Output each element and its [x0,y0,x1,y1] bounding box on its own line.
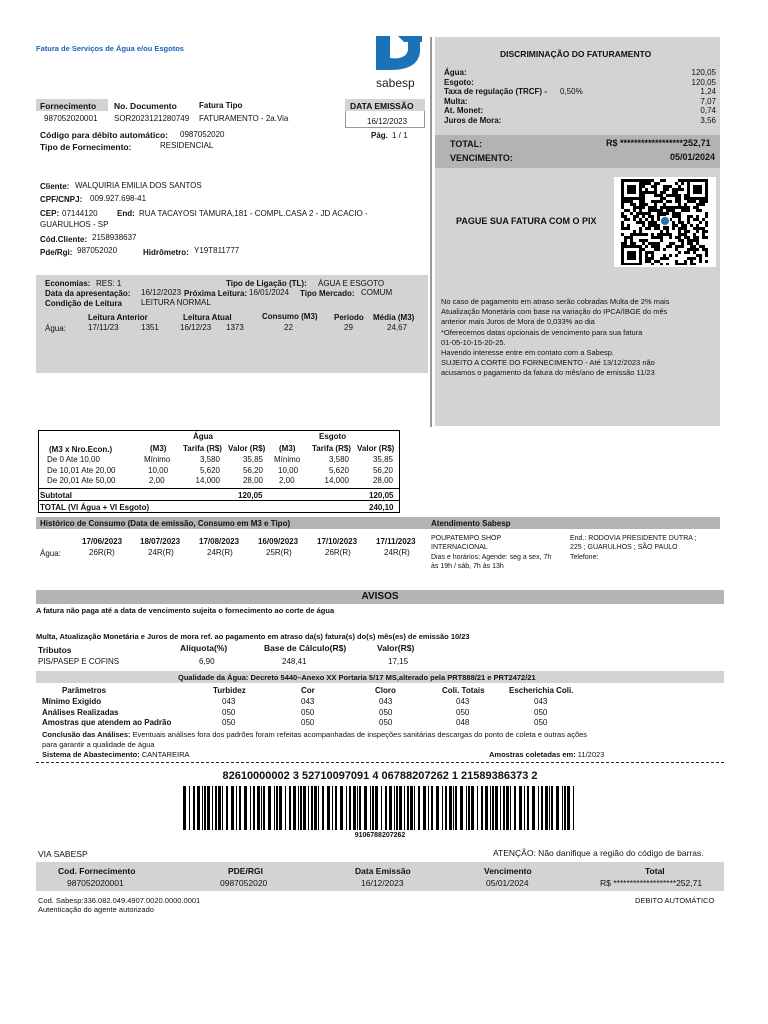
leitura-anterior-valor: 1351 [141,323,159,332]
conclusao [42,730,587,750]
hist-date: 17/10/2023 [317,537,358,546]
cell-valor-agua: 56,20 [242,465,263,475]
faixa-header: (M3 x Nro.Econ.) [49,445,113,454]
item-label: Taxa de regulação (TRCF) - [444,87,547,96]
cell-m3-agua: 10,00 [148,465,169,475]
param-header: Cloro [375,686,396,695]
cell-valor-esgoto: 56,20 [372,465,393,475]
footer-total-value: R$ *******************252,71 [600,878,703,888]
leitura-anterior-header: Leitura Anterior [88,313,148,322]
qualidade-cell: 050 [379,718,393,727]
notice-line: Atualização Monetária com base na variação do IPCA/IBGE do mês [441,307,668,317]
cell-valor-agua: 35,85 [242,455,263,464]
atendimento-info [431,534,551,572]
pix-label: PAGUE SUA FATURA COM O PIX [456,216,597,226]
fornecimento-value: 987052020001 [44,114,98,123]
tipo-ligacao-value: ÁGUA E ESGOTO [318,279,385,288]
param-header: Cor [301,686,315,695]
leitura-atual-data: 16/12/23 [180,323,212,332]
cell-faixa: De 20,01 Ate 50,00 [47,476,116,485]
cell-tarifa-esgoto: 3,580 [328,455,349,464]
barcode-number: 9106788207262 [354,832,406,839]
atendimento-endereco [570,534,696,562]
item-label: At. Monet: [444,106,484,115]
cod-cliente-label: Cód.Cliente: [40,235,88,244]
atendimento-line: às 19h / sáb, 7h às 13h [431,563,504,571]
data-emissao-box [345,111,425,128]
atendimento-line: INTERNACIONAL [431,544,488,552]
endereco-line1: RUA TACAYOSI TAMURA,181 - COMPL.CASA 2 - JD ACACIO - [139,209,368,218]
cell-faixa: De 0 Ate 10,00 [47,455,100,464]
item-pct: 0,50% [560,87,583,96]
notice-line: Havendo interesse entre em contato com a Sabesp. [441,348,615,358]
hist-date: 18/07/2023 [140,537,181,546]
pde-label: Pde/Rgi: [40,248,73,257]
cell-tarifa-agua: 5,620 [199,465,220,475]
tipo-fornecimento-value: RESIDENCIAL [160,141,214,150]
condicao-leitura-value: LEITURA NORMAL [141,298,211,307]
tributos-header: Tributos [38,645,72,655]
footer-pde-header: PDE/RGI [228,866,263,876]
atendimento-line: Dias e horários: Agende: seg a sex, 7h [431,553,552,561]
conclusao-text: Eventuais análises fora dos padrões foram refeitas acompanhadas de inspeções sanitárias descargas do ponto de coleta e outras ações [132,730,588,739]
qualidade-row-label: Mínimo Exigido [42,697,102,706]
hidrometro-value: Y19T811777 [194,246,240,255]
sistema-value: CANTAREIRA [141,750,190,759]
notice-line: 01-05-10-15-20-25. [441,337,506,347]
sistema-label: Sistema de Abastecimento: [42,750,140,759]
proxima-leitura-value: 16/01/2024 [249,288,290,297]
tipo-ligacao-label: Tipo de Ligação (TL): [226,279,307,288]
data-apresentacao-value: 16/12/2023 [141,288,182,297]
esgoto-header: Esgoto [319,432,347,441]
right-column-divider [430,37,432,427]
m3-header: (M3) [150,444,167,453]
footer-cod-value: 987052020001 [67,878,124,888]
leitura-atual-valor: 1373 [226,323,244,332]
tagline: Fatura de Serviços de Água e/ou Esgotos [36,44,184,53]
item-value: 0,74 [700,106,716,115]
item-label: Juros de Mora: [444,115,502,125]
data-emissao-label: DATA EMISSÃO [350,101,414,111]
cod-sabesp: Cod. Sabesp:336.082.049.4907.0020.0000.0001 [38,896,201,905]
notice-line: anterior mais Juros de Mora de 0,033% ao dia [441,317,595,327]
cell-m3-esgoto: 10,00 [278,465,299,475]
periodo-value: 29 [344,323,353,332]
fatura-tipo-value: FATURAMENTO - 2a.Via [199,114,289,123]
data-apresentacao-label: Data da apresentação: [45,289,131,298]
qualidade-cell: 043 [301,697,315,706]
aviso-multa: Multa, Atualização Monetária e Juros de mora ref. ao pagamento em atraso da(s) fatura(s) do(s) mês(es) de emissão 10/23 [36,632,470,641]
fatura-tipo-label: Fatura Tipo [199,101,243,110]
qualidade-cell: 043 [456,697,470,706]
debito-label: Código para débito automático: [40,130,168,140]
item-label: Esgoto: [444,77,474,87]
qualidade-cell: 043 [222,697,236,706]
cell-m3-agua: Mínimo [144,455,171,464]
tarifa-row [41,466,397,477]
item-value: 7,07 [700,96,716,106]
qualidade-row [42,708,602,719]
leitura-agua-label: Água: [45,324,66,333]
qualidade-cell: 043 [379,697,393,706]
aviso-corte: A fatura não paga até a data de vencimento sujeita o fornecimento ao corte de água [36,606,335,615]
barcode-icon[interactable] [183,786,577,830]
documento-label: No. Documento [114,101,177,111]
sistema-abastecimento [42,750,190,759]
qualidade-row [42,697,602,708]
total-tarifa-label: TOTAL (VI Água + VI Esgoto) [40,503,150,512]
qualidade-cell: 048 [456,718,470,727]
notice-line: No caso de pagamento em atraso serão cobradas Multa de 2% mais [441,297,670,306]
qualidade-row-label: Amostras que atendem ao Padrão [42,718,172,727]
qualidade-row-label: Análises Realizadas [42,707,119,717]
qualidade-row [42,718,602,729]
cpf-label: CPF/CNPJ: [40,195,83,204]
linha-digitavel: 82610000002 3 52710097091 4 06788207262 1 21589386373 2 [222,770,538,782]
media-value: 24,67 [387,323,408,332]
tarifa-row [41,476,397,487]
tarifa-divider [38,488,400,489]
endereco-line2: GUARULHOS - SP [40,220,109,229]
economias-label: Economias: [45,279,91,288]
autenticacao: Autenticação do agente autorizado [38,905,154,914]
qualidade-rows [42,697,602,729]
discriminacao-items [444,68,716,125]
tarifa-rows [41,455,397,487]
hidrometro-label: Hidrômetro: [143,248,189,257]
discriminacao-title: DISCRIMINAÇÃO DO FATURAMENTO [500,49,652,59]
leitura-atual-header: Leitura Atual [183,313,232,322]
param-header: Turbidez [213,686,246,695]
tipo-mercado-value: COMUM [361,288,393,297]
tributo-base: 248,41 [282,657,307,666]
hist-value: 24R(R) [148,548,174,557]
hist-value: 26R(R) [89,548,115,557]
conclusao-label: Conclusão das Análises: [42,730,131,739]
qualidade-cell: 050 [534,707,548,717]
pagina-value: 1 / 1 [392,131,408,140]
qualidade-cell: 050 [456,707,470,717]
notice-line: SUJEITO A CORTE DO FORNECIMENTO - Até 13/12/2023 não [441,358,655,368]
hist-value: 24R(R) [207,548,233,557]
item-label: Água: [444,68,467,77]
aliquota-header: Alíquota(%) [180,643,228,653]
notice-text [441,297,717,379]
subtotal-agua: 120,05 [238,491,263,500]
cell-valor-esgoto: 28,00 [372,476,393,485]
cod-cliente-value: 2158938637 [92,233,137,242]
cell-tarifa-agua: 3,580 [199,455,220,464]
conclusao-text2: para garantir a qualidade de água [42,740,155,749]
base-calculo-header: Base de Cálculo(R$) [264,643,347,653]
proxima-leitura-label: Próxima Leitura: [184,289,248,298]
consumo-value: 22 [284,323,293,332]
tarifa-header: Tarifa (R$) [312,444,351,453]
item-value: 120,05 [691,68,716,77]
endereco-label: End: [117,209,135,218]
qualidade-cell: 050 [534,718,548,727]
amostras-label: Amostras coletadas em: [489,750,576,759]
footer-data-header: Data Emissão [355,866,411,876]
param-header: Coli. Totais [442,686,485,695]
valor-header: Valor (R$) [357,444,395,453]
cliente-value: WALQUIRIA EMILIA DOS SANTOS [75,181,202,190]
hist-date: 16/09/2023 [258,537,299,546]
avisos-title: AVISOS [361,591,399,602]
cell-tarifa-agua: 14,000 [195,476,220,485]
cep-label: CEP: [40,209,60,218]
valor-tributo-header: Valor(R$) [377,643,415,653]
qualidade-cell: 050 [301,718,315,727]
cell-faixa: De 10,01 Ate 20,00 [47,465,116,475]
qualidade-title: Qualidade da Água: Decreto 5440–Anexo XX Portaria 5/17 MS,alterado pela PRT888/21 e PRT2472/21 [178,673,536,682]
qualidade-cell: 050 [379,707,393,717]
footer-venc-header: Vencimento [484,866,532,876]
hist-value: 24R(R) [384,548,410,557]
cell-tarifa-esgoto: 5,620 [328,465,349,475]
documento-value: SOR2023121280749 [114,114,190,123]
tributo-aliquota: 6,90 [199,657,215,666]
fornecimento-label: Fornecimento [40,101,97,111]
atendimento-title: Atendimento Sabesp [431,519,511,528]
param-header: Escherichia Coli. [509,686,574,695]
economias-value: RES: 1 [96,279,122,288]
subtotal-esgoto: 120,05 [369,491,394,500]
amostras-value: 11/2023 [577,750,605,759]
footer-total-header: Total [645,866,665,876]
valor-header: Valor (R$) [228,444,266,453]
leitura-anterior-data: 17/11/23 [88,323,119,332]
qualidade-cell: 043 [534,697,548,706]
cell-m3-esgoto: Mínimo [274,455,301,464]
qualidade-cell: 050 [222,707,236,717]
tipo-mercado-label: Tipo Mercado: [300,289,355,298]
hist-date: 17/11/2023 [376,537,416,546]
notice-line: *Oferecemos datas opcionais de vencimento para sua fatura [441,327,643,337]
cut-line [36,762,724,763]
condicao-leitura-label: Condição de Leitura [45,299,122,308]
debito-automatico: DEBITO AUTOMÁTICO [635,896,715,905]
notice-line: acusamos o pagamento da fatura do mês/ano de emissão 11/23 [441,368,655,378]
total-value: R$ ******************252,71 [606,138,711,148]
item-label: Multa: [444,96,468,106]
vencimento-label: VENCIMENTO: [450,153,513,163]
cpf-value: 009.927.698-41 [90,194,147,203]
sabesp-wordmark: sabesp [376,76,415,90]
cliente-label: Cliente: [40,182,70,191]
item-value: 120,05 [691,77,716,87]
pix-qrcode-icon[interactable] [614,177,716,267]
cell-tarifa-esgoto: 14,000 [324,476,349,485]
pagina-label: Pág. [371,131,388,140]
pde-value: 987052020 [77,246,118,255]
tarifa-divider [38,500,400,501]
cell-valor-esgoto: 35,85 [372,455,393,464]
hist-value: 26R(R) [325,548,351,557]
tarifa-header: Tarifa (R$) [183,444,222,453]
data-emissao-value: 16/12/2023 [367,117,408,126]
footer-pde-value: 0987052020 [220,878,268,888]
footer-venc-value: 05/01/2024 [486,878,529,888]
cell-valor-agua: 28,00 [242,476,263,485]
cell-m3-esgoto: 2,00 [279,476,295,485]
total-label: TOTAL: [450,139,483,149]
sabesp-logo [374,36,426,88]
param-header: Parâmetros [62,686,107,695]
via-sabesp: VIA SABESP [38,849,88,859]
total-tarifa-value: 240,10 [369,503,394,512]
footer-data-value: 16/12/2023 [361,878,404,888]
media-header: Média (M3) [373,313,415,322]
debito-value: 0987052020 [180,130,225,139]
hist-date: 17/06/2023 [82,537,123,546]
vencimento-value: 05/01/2024 [670,152,716,162]
atencao-barcode: ATENÇÃO: Não danifique a região do código de barras. [493,848,704,858]
consumo-header: Consumo (M3) [262,312,318,321]
hist-date: 17/08/2023 [199,537,240,546]
cell-m3-agua: 2,00 [149,476,165,485]
atendimento-line: POUPATEMPO SHOP [431,535,502,542]
atendimento-end-line: Telefone: [570,553,599,561]
item-value: 3,56 [700,115,716,125]
tributo-valor: 17,15 [388,657,409,666]
atendimento-end-line: End.: RODOVIA PRESIDENTE DUTRA ; [570,535,697,542]
tarifa-row [41,455,397,466]
historico-title: Histórico de Consumo (Data de emissão, Consumo em M3 e Tipo) [40,519,291,528]
qualidade-cell: 050 [301,707,315,717]
tipo-fornecimento-label: Tipo de Fornecimento: [40,142,132,152]
agua-header: Água [193,432,213,441]
atendimento-end-line: 225 ; GUARULHOS ; SÃO PAULO [570,544,678,552]
hist-agua-label: Água: [40,549,61,558]
hist-value: 25R(R) [266,548,292,557]
subtotal-label: Subtotal [40,491,72,500]
amostras-coletadas [489,750,604,759]
cep-value: 07144120 [62,209,98,218]
periodo-header: Periodo [334,313,364,322]
qualidade-cell: 050 [222,718,236,727]
tributo-nome: PIS/PASEP E COFINS [38,657,120,666]
item-value: 1,24 [700,87,716,96]
m3-header: (M3) [279,444,296,453]
footer-cod-header: Cod. Fornecimento [58,866,136,876]
